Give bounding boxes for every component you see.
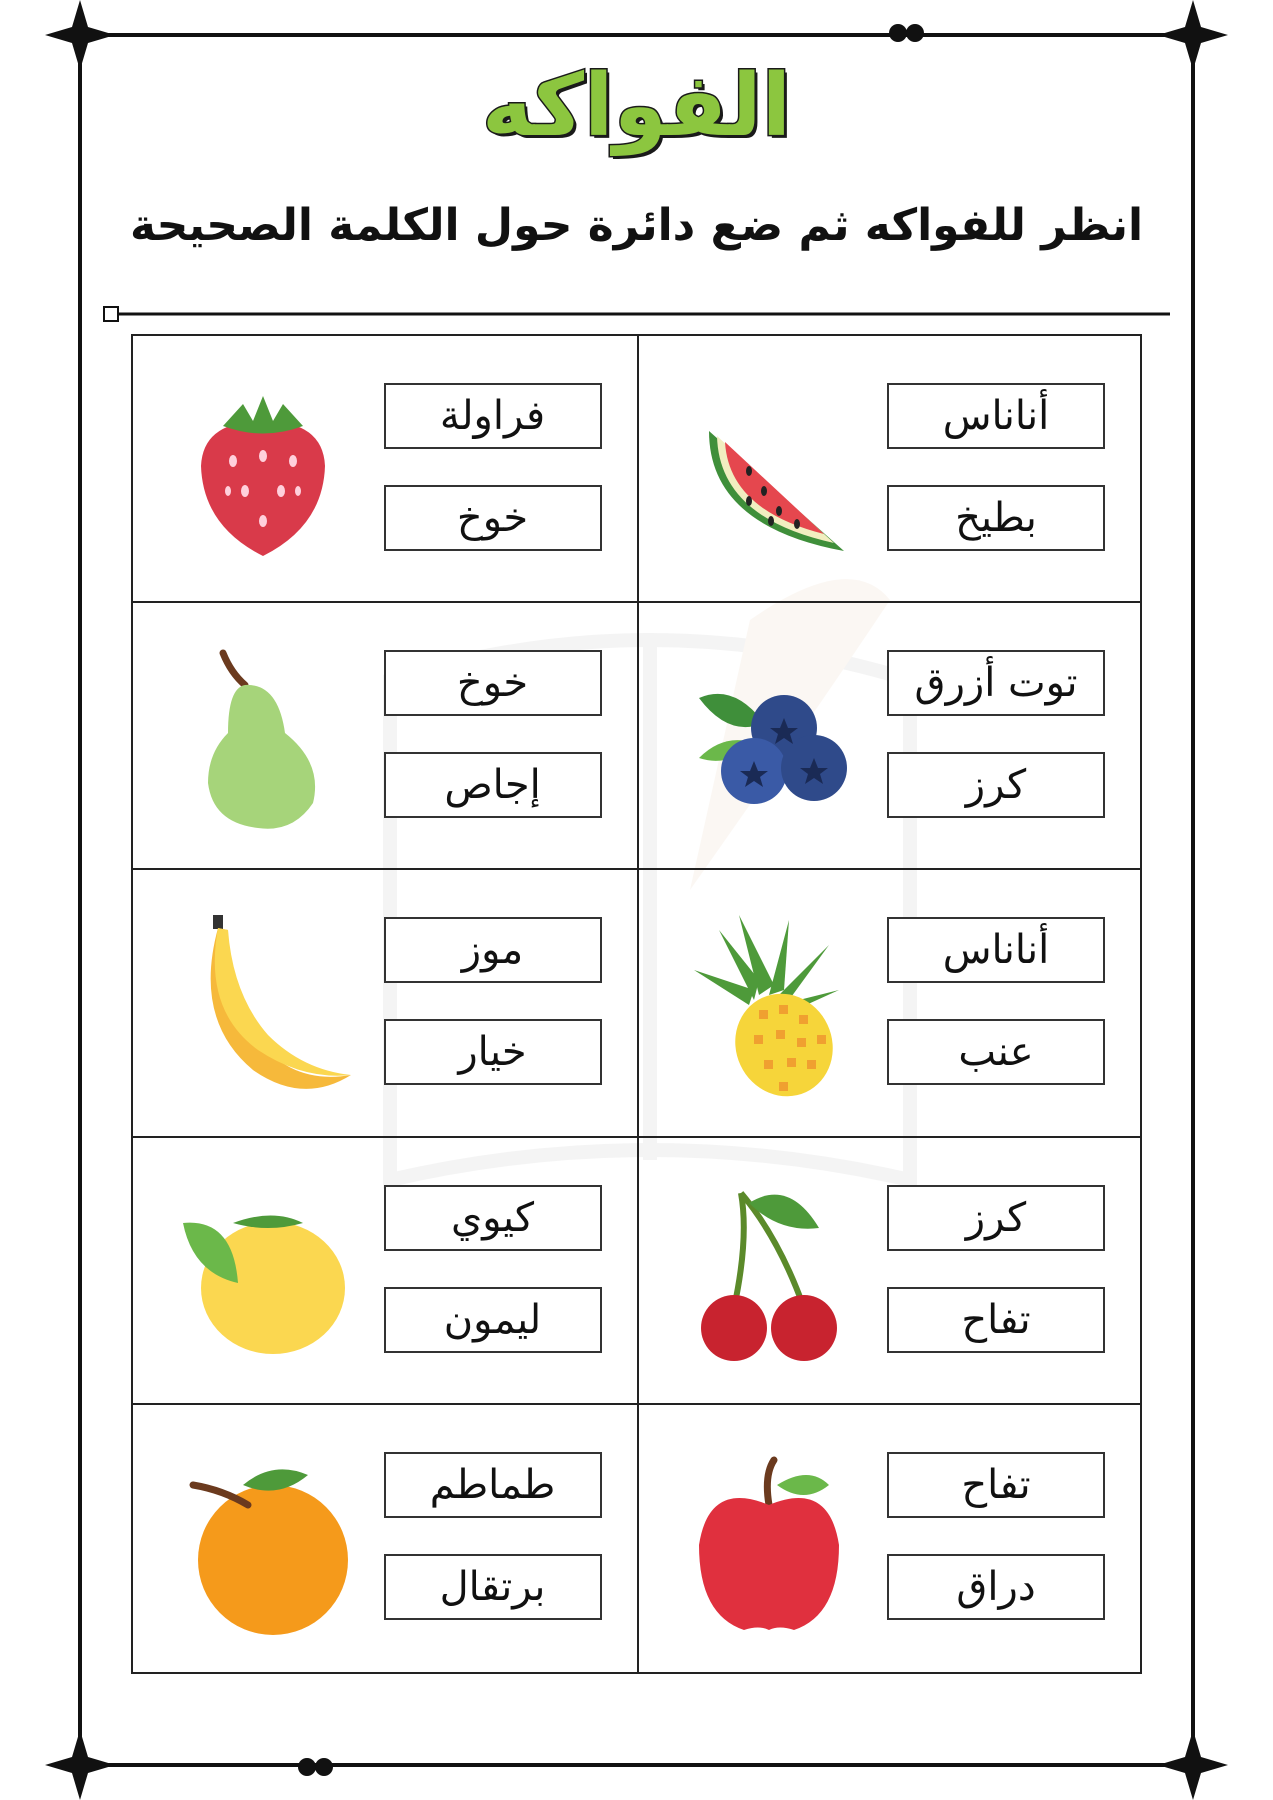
page-title: الفواكه — [481, 56, 792, 156]
word-option[interactable]: توت أزرق — [887, 650, 1105, 716]
exercise-cell-strawberry — [133, 336, 637, 603]
fruit-grid — [131, 334, 1142, 1674]
word-option[interactable]: خوخ — [384, 650, 602, 716]
exercise-cell-lemon — [133, 1138, 637, 1405]
blueberry-icon — [679, 643, 859, 833]
watermelon-icon — [679, 376, 859, 566]
word-option[interactable]: فراولة — [384, 383, 602, 449]
exercise-cell-orange — [133, 1405, 637, 1672]
word-option[interactable]: موز — [384, 917, 602, 983]
word-option[interactable]: أناناس — [887, 917, 1105, 983]
lemon-icon — [173, 1178, 353, 1368]
word-option[interactable]: برتقال — [384, 1554, 602, 1620]
apple-icon — [679, 1445, 859, 1635]
word-option[interactable]: خوخ — [384, 485, 602, 551]
word-option[interactable]: إجاص — [384, 752, 602, 818]
exercise-cell-banana — [133, 870, 637, 1137]
exercise-cell-pear — [133, 603, 637, 870]
banana-icon — [173, 910, 353, 1100]
word-option[interactable]: خيار — [384, 1019, 602, 1085]
cherry-icon — [679, 1178, 859, 1368]
strawberry-icon — [173, 376, 353, 566]
pear-icon — [173, 643, 353, 833]
word-option[interactable]: تفاح — [887, 1452, 1105, 1518]
word-option[interactable]: ليمون — [384, 1287, 602, 1353]
orange-icon — [173, 1445, 353, 1635]
word-option[interactable]: دراق — [887, 1554, 1105, 1620]
instruction-text: انظر للفواكه ثم ضع دائرة حول الكلمة الصحيحة — [129, 200, 1144, 251]
word-option[interactable]: كرز — [887, 1185, 1105, 1251]
exercise-cell-blueberry — [637, 603, 1141, 870]
word-option[interactable]: كرز — [887, 752, 1105, 818]
word-option[interactable]: كيوي — [384, 1185, 602, 1251]
exercise-cell-pineapple — [637, 870, 1141, 1137]
word-option[interactable]: تفاح — [887, 1287, 1105, 1353]
word-option[interactable]: طماطم — [384, 1452, 602, 1518]
exercise-cell-cherry — [637, 1138, 1141, 1405]
pineapple-icon — [679, 910, 859, 1100]
word-option[interactable]: بطيخ — [887, 485, 1105, 551]
word-option[interactable]: أناناس — [887, 383, 1105, 449]
word-option[interactable]: عنب — [887, 1019, 1105, 1085]
exercise-cell-apple — [637, 1405, 1141, 1672]
exercise-cell-watermelon — [637, 336, 1141, 603]
